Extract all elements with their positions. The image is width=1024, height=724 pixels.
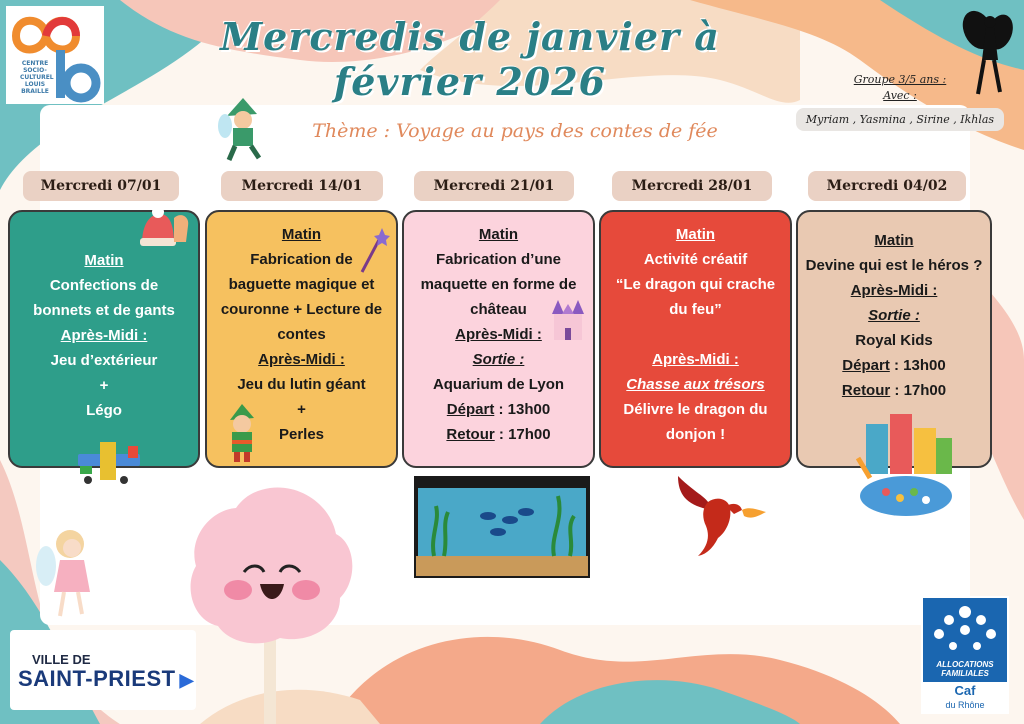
activity-line: bonnets et de gants (33, 302, 175, 319)
activity-line: contes (277, 326, 326, 343)
plus-sign: + (99, 377, 109, 394)
lego-plane-icon (74, 436, 144, 486)
departure-label: Départ (842, 357, 890, 374)
departure-time (798, 353, 990, 378)
morning-label: Matin (874, 232, 914, 249)
plus-sign: + (297, 401, 306, 418)
departure-value: : 13h00 (494, 401, 551, 418)
activity-line: donjon ! (665, 426, 726, 443)
day-header-1: Mercredi 07/01 (23, 171, 179, 201)
afternoon-label: Après-Midi : (258, 351, 345, 368)
day-header-3: Mercredi 21/01 (414, 171, 574, 201)
return-value: : 17h00 (890, 382, 947, 399)
caf-region: du Rhône (945, 700, 985, 710)
playground-icon (856, 408, 956, 520)
logo-text: CENTRE SOCIO-CULTUREL LOUIS BRAILLE (20, 60, 54, 95)
elf-character-icon (224, 402, 260, 464)
activity-line: Royal Kids (855, 332, 933, 349)
castle-icon (548, 296, 588, 342)
morning-label: Matin (84, 252, 124, 269)
group-info (790, 72, 1010, 131)
return-value: : 17h00 (494, 426, 551, 443)
afternoon-label: Après-Midi : (455, 326, 542, 343)
ville-de-label: VILLE DE (32, 652, 91, 667)
louis-braille-logo (6, 6, 104, 104)
city-label: SAINT-PRIEST (18, 666, 176, 691)
outing-label: Sortie : (868, 307, 920, 324)
city-name (18, 666, 194, 692)
day-card-4 (599, 210, 792, 468)
caf-name: Caf (954, 683, 976, 698)
elf-illustration-icon (215, 96, 271, 162)
saint-priest-logo (10, 630, 196, 710)
activity-line: Aquarium de Lyon (432, 376, 565, 393)
return-time (798, 378, 990, 403)
activity-line: Délivre le dragon du (623, 401, 768, 418)
cotton-candy-icon (180, 480, 360, 724)
return-label: Retour (841, 382, 891, 399)
activity-line: Fabrication d’une (435, 251, 561, 268)
activity-line: couronne + Lecture de (220, 301, 383, 318)
activity-line: maquette en forme de (420, 276, 577, 293)
activity-line: Fabrication de (250, 251, 353, 268)
afternoon-label: Après-Midi : (652, 351, 739, 368)
departure-time (404, 397, 593, 422)
departure-value: : 13h00 (889, 357, 946, 374)
return-time (404, 422, 593, 447)
activity-line: Jeu d’extérieur (50, 352, 158, 369)
afternoon-label: Après-Midi : (850, 282, 938, 299)
activity-line: Confections de (49, 277, 159, 294)
morning-label: Matin (478, 226, 519, 243)
morning-label: Matin (281, 226, 322, 243)
activity-line: Jeu du lutin géant (237, 376, 366, 393)
hat-and-gloves-icon (136, 204, 192, 250)
group-names: Myriam , Yasmina , Sirine , Ikhlas (796, 108, 1004, 131)
activity-line: “Le dragon qui crache (615, 276, 776, 293)
activity-line: Activité créatif (643, 251, 748, 268)
caf-family-icon (923, 600, 1007, 658)
theme-subtitle: Thème : Voyage au pays des contes de fée (312, 120, 718, 142)
afternoon-label: Après-Midi : (60, 327, 148, 344)
magic-wand-icon (358, 226, 390, 274)
activity-line: Perles (278, 426, 325, 443)
activity-line: Chasse aux trésors (626, 376, 765, 393)
activity-line: du feu” (669, 301, 722, 318)
activity-line: baguette magique et (228, 276, 375, 293)
departure-label: Départ (446, 401, 495, 418)
dragon-icon (668, 466, 768, 560)
outing-label: Sortie : (472, 351, 525, 368)
day-header-2: Mercredi 14/01 (221, 171, 383, 201)
day-header-4: Mercredi 28/01 (612, 171, 772, 201)
fairy-girl-icon (34, 526, 100, 618)
morning-label: Matin (675, 226, 716, 243)
caf-name-box (923, 682, 1007, 714)
day-header-5: Mercredi 04/02 (808, 171, 966, 201)
activity-line: Devine qui est le héros ? (805, 257, 983, 274)
group-label: Groupe 3/5 ans : (853, 73, 947, 86)
aquarium-icon (414, 476, 590, 578)
arrow-icon: ▶ (179, 670, 194, 690)
activity-line: Légo (86, 402, 122, 419)
caf-tagline: ALLOCATIONS FAMILIALES (936, 660, 994, 678)
caf-logo (921, 596, 1009, 714)
page-title: Mercredis de janvier à février 2026 (220, 14, 720, 104)
group-with: Avec : (883, 89, 917, 102)
return-label: Retour (446, 426, 495, 443)
activity-line: château (470, 301, 527, 318)
